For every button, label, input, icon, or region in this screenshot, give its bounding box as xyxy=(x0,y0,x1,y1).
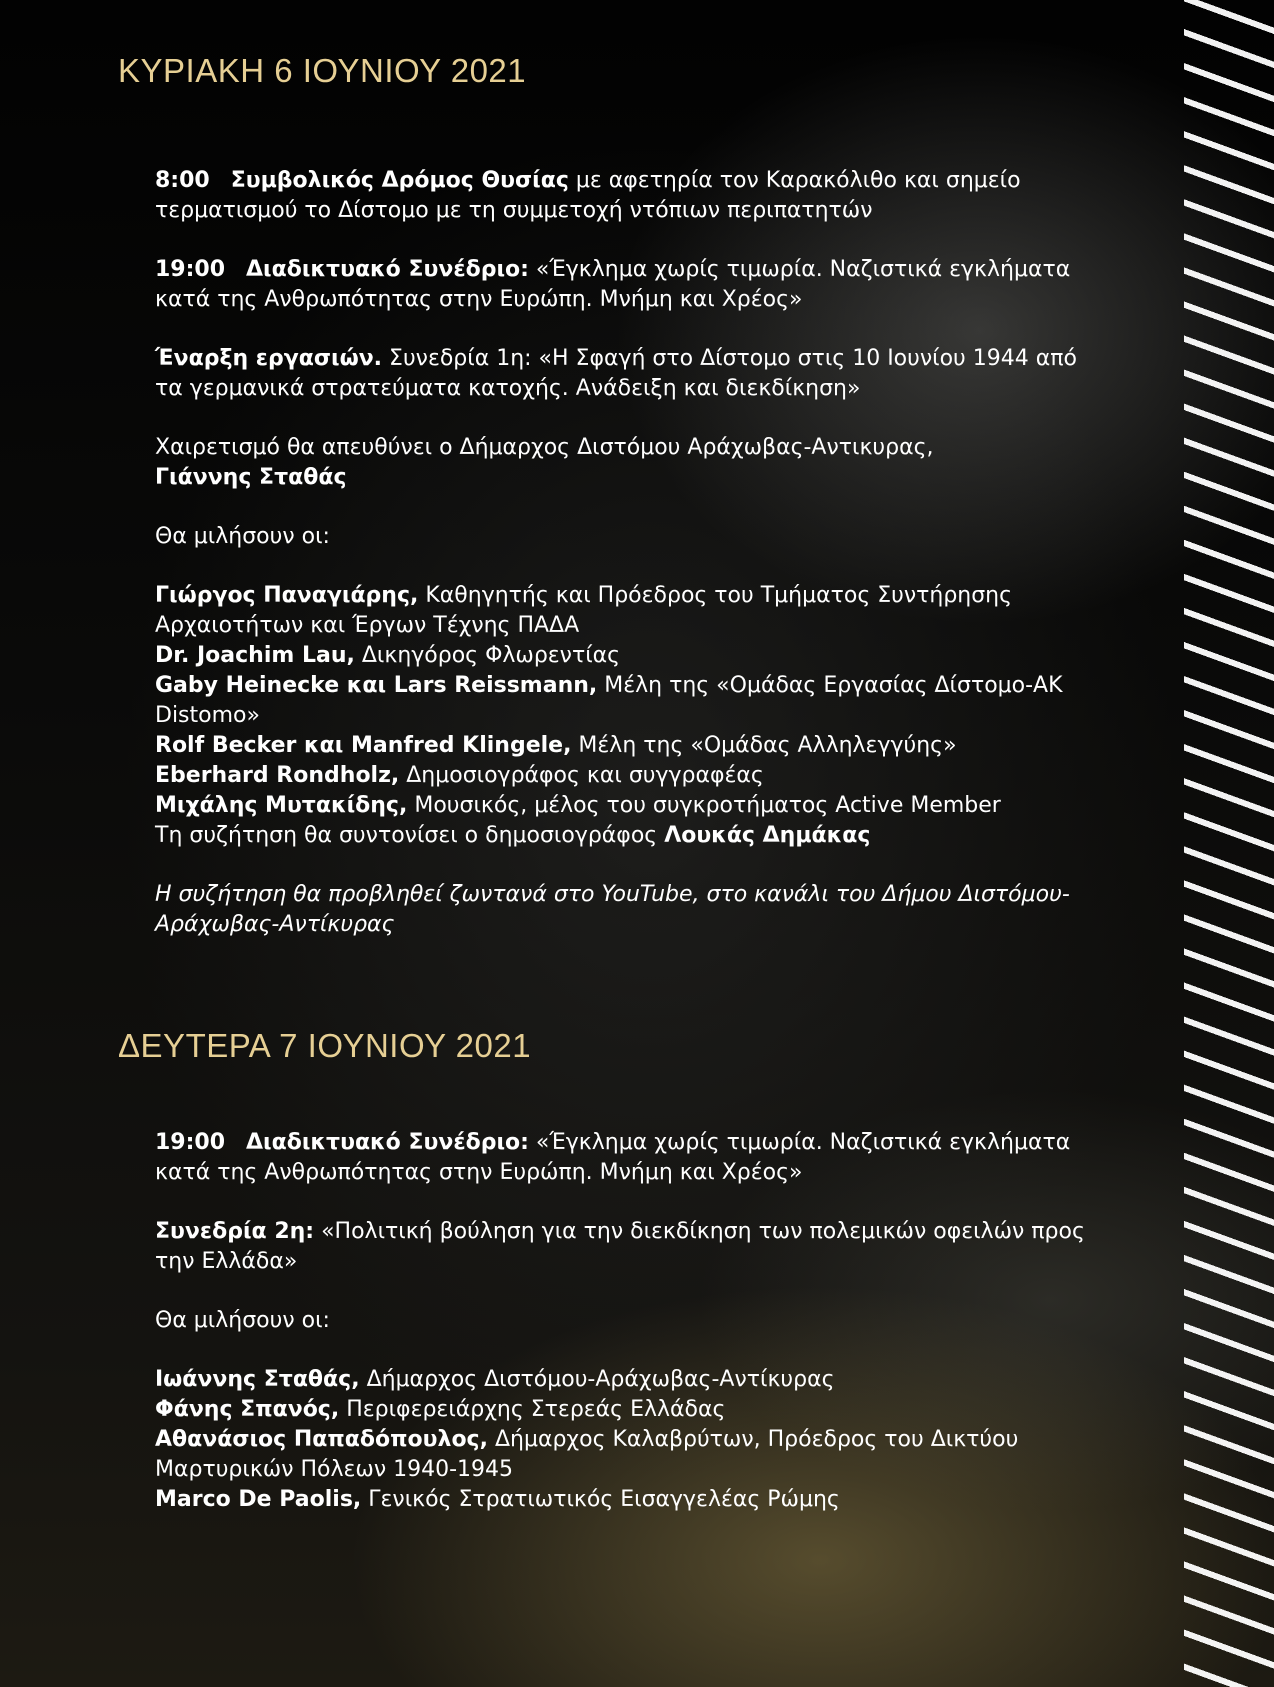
greeting-desc: Χαιρετισμό θα απευθύνει ο Δήμαρχος Διστόμου Αράχωβας-Αντικυρας, xyxy=(155,435,934,460)
speaker-item xyxy=(155,1425,1095,1485)
speaker-item xyxy=(155,1395,1095,1425)
speaker-role: Μουσικός, μέλος του συγκροτήματος Active Member xyxy=(407,793,1001,818)
conference-event xyxy=(155,1128,1095,1188)
session-desc: «Πολιτική βούληση για την διεκδίκηση των πολεμικών οφειλών προς την Ελλάδα» xyxy=(155,1219,1085,1274)
conference-desc: «Έγκλημα χωρίς τιμωρία. Ναζιστικά εγκλήματα κατά της Ανθρωπότητας στην Ευρώπη. Μνήμη και Χρέος» xyxy=(155,257,1071,312)
conference-time: 19:00 xyxy=(155,257,226,282)
speaker-role: Περιφερειάρχης Στερεάς Ελλάδας xyxy=(339,1397,726,1422)
speaker-name: Φάνης Σπανός, xyxy=(155,1397,340,1422)
speaker-name: Γιώργος Παναγιάρης, xyxy=(155,583,419,608)
speaker-item xyxy=(155,671,1095,731)
conference-time: 19:00 xyxy=(155,1130,226,1155)
conference-name: Διαδικτυακό Συνέδριο: xyxy=(246,257,529,282)
speaker-role: Δημοσιογράφος και συγγραφέας xyxy=(399,763,764,788)
speaker-name: Μιχάλης Μυτακίδης, xyxy=(155,793,408,818)
speaker-role: Δήμαρχος Καλαβρύτων, Πρόεδρος του Δικτύου Μαρτυρικών Πόλεων 1940-1945 xyxy=(155,1427,1019,1482)
speaker-item xyxy=(155,1365,1095,1395)
speaker-item xyxy=(155,761,1095,791)
walk-time: 8:00 xyxy=(155,168,210,193)
conference-name: Διαδικτυακό Συνέδριο: xyxy=(246,1130,529,1155)
walk-name: Συμβολικός Δρόμος Θυσίας xyxy=(230,168,569,193)
greeting xyxy=(155,433,1095,493)
speakers-list xyxy=(155,1365,1095,1515)
speakers-list xyxy=(155,581,1095,851)
speaker-name: Ιωάννης Σταθάς, xyxy=(155,1367,360,1392)
opening-name: Έναρξη εργασιών. xyxy=(155,346,383,371)
greeting-name: Γιάννης Σταθάς xyxy=(155,465,347,490)
speaker-name: Rolf Becker και Manfred Klingele, xyxy=(155,733,572,758)
speaker-item xyxy=(155,791,1095,821)
speaker-item xyxy=(155,641,1095,671)
opening-desc: Συνεδρία 1η: «Η Σφαγή στο Δίστομο στις 10 Ιουνίου 1944 από τα γερμανικά στρατεύματα κατοχής. Ανάδειξη και διεκδίκηση» xyxy=(155,346,1077,401)
speaker-name: Αθανάσιος Παπαδόπουλος, xyxy=(155,1427,488,1452)
speakers-intro: Θα μιλήσουν οι: xyxy=(155,524,330,549)
speaker-name: Eberhard Rondholz, xyxy=(155,763,400,788)
moderator-name: Λουκάς Δημάκας xyxy=(664,823,871,848)
speakers-intro: Θα μιλήσουν οι: xyxy=(155,1308,330,1333)
speaker-item xyxy=(155,1485,1095,1515)
speaker-item xyxy=(155,581,1095,641)
walk-desc: με αφετηρία τον Καρακόλιθο και σημείο τερματισμού το Δίστομο με τη συμμετοχή ντόπιων περιπατητών xyxy=(155,168,1021,223)
speaker-role: Δικηγόρος Φλωρεντίας xyxy=(354,643,621,668)
speaker-role: Δήμαρχος Διστόμου-Αράχωβας-Αντίκυρας xyxy=(359,1367,835,1392)
walk-event xyxy=(155,166,1095,226)
speaker-item xyxy=(155,731,1095,761)
day2-title: ΔΕΥΤΕΡΑ 7 ΙΟΥΝΙΟΥ 2021 xyxy=(118,1027,532,1064)
speaker-role: Μέλη της «Ομάδας Εργασίας Δίστομο-AK Distomo» xyxy=(155,673,1063,728)
day2-program xyxy=(155,1128,1095,1515)
session-event xyxy=(155,1217,1095,1277)
opening-event xyxy=(155,344,1095,404)
speaker-role: Καθηγητής και Πρόεδρος του Τμήματος Συντήρησης Αρχαιοτήτων και Έργων Τέχνης ΠΑΔΑ xyxy=(155,583,1013,638)
speaker-role: Γενικός Στρατιωτικός Εισαγγελέας Ρώμης xyxy=(361,1487,840,1512)
moderator-desc: Τη συζήτηση θα συντονίσει ο δημοσιογράφος xyxy=(155,823,665,848)
speaker-name: Gaby Heinecke και Lars Reissmann, xyxy=(155,673,598,698)
speaker-name: Marco De Paolis, xyxy=(155,1487,362,1512)
moderator xyxy=(155,821,1095,851)
day1-title: ΚΥΡΙΑΚΗ 6 ΙΟΥΝΙΟΥ 2021 xyxy=(118,52,527,89)
speaker-role: Μέλη της «Ομάδας Αλληλεγγύης» xyxy=(571,733,957,758)
speaker-name: Dr. Joachim Lau, xyxy=(155,643,355,668)
session-name: Συνεδρία 2η: xyxy=(155,1219,315,1244)
decorative-stripes xyxy=(1184,0,1274,1687)
day1-program xyxy=(155,166,1095,969)
broadcast-note: Η συζήτηση θα προβληθεί ζωντανά στο YouTube, στο κανάλι του Δήμου Διστόμου-Αράχωβας-Αντίκυρας xyxy=(155,882,1070,937)
conference-desc: «Έγκλημα χωρίς τιμωρία. Ναζιστικά εγκλήματα κατά της Ανθρωπότητας στην Ευρώπη. Μνήμη και Χρέος» xyxy=(155,1130,1071,1185)
conference-event xyxy=(155,255,1095,315)
